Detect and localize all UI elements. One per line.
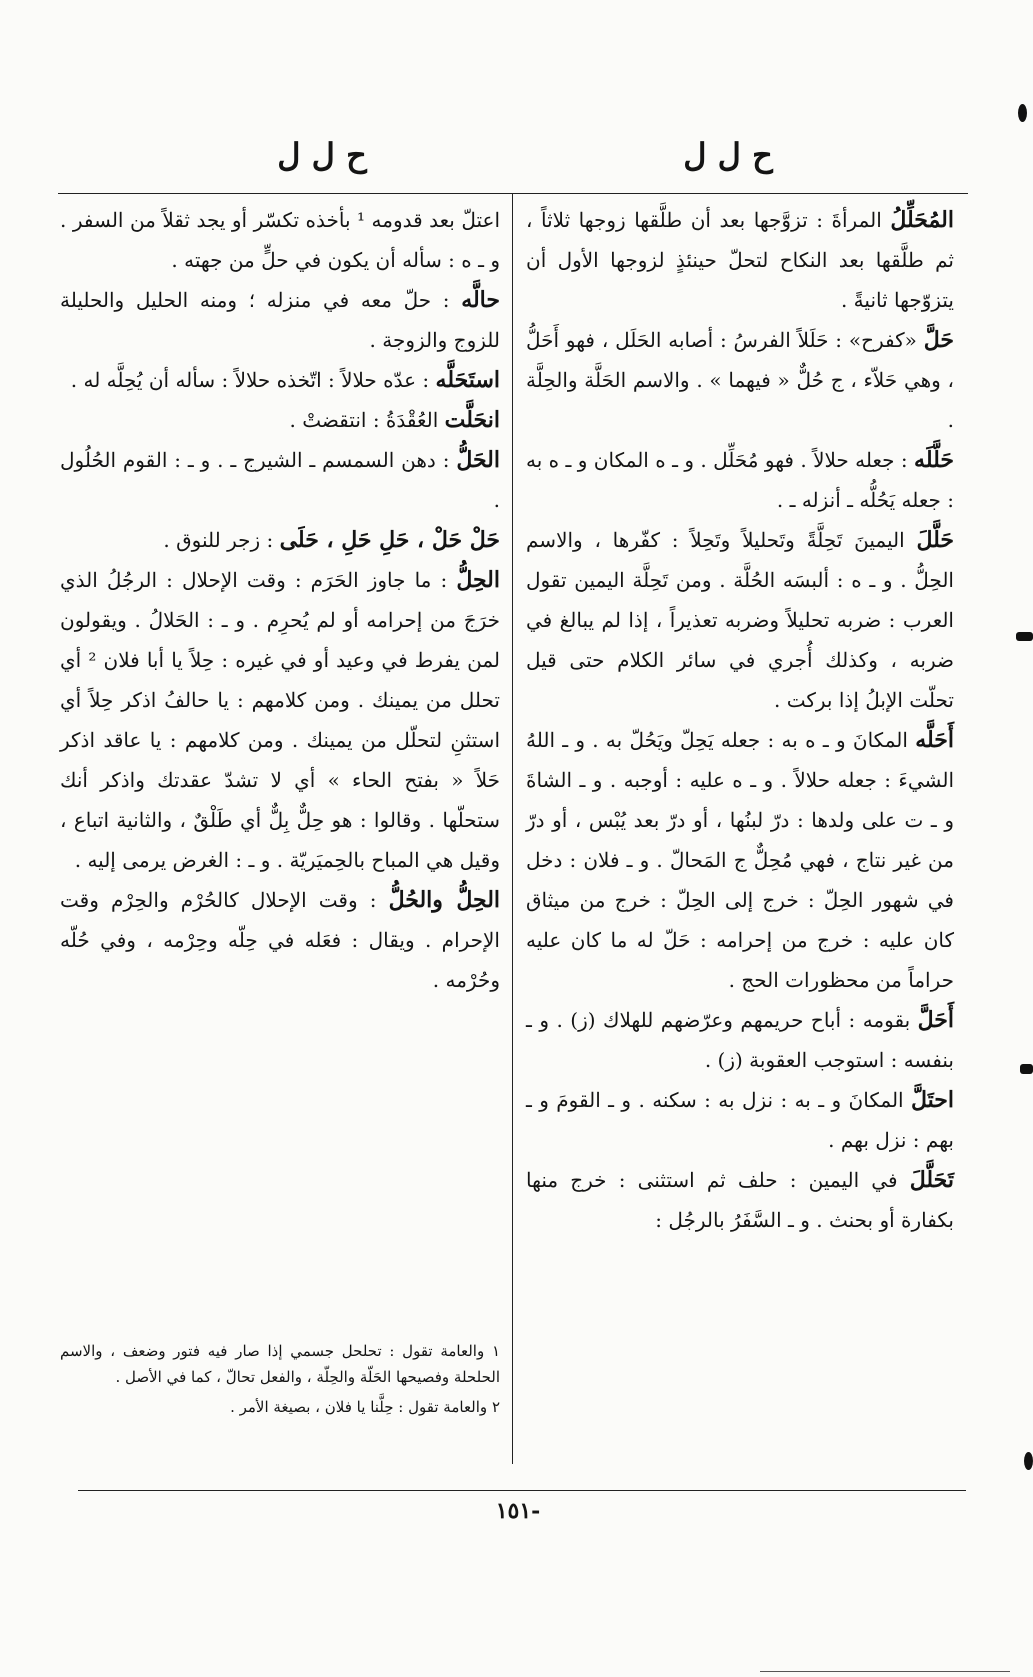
footnote-1: ١ والعامة تقول : تحلحل جسمي إذا صار فيه فتور وضعف ، والاسم الحلحلة وفصيحها الحَلّة والحِلّة ، والفعل تحالّ ، كما في الأصل . [60,1342,500,1386]
dictionary-entry [526,440,954,520]
entry-definition: : جعله حلالاً . فهو مُحَلِّل . و ـ ه المكان و ـ ه به : جعله يَحُلُّه ـ أنزله ـ . [526,448,954,512]
scan-mark [1020,1064,1033,1074]
dictionary-entry [60,280,500,360]
page-number: -١٥١ [495,1498,541,1524]
entry-definition: : عدّه حلالاً : اتّخذه حلالاً : سأله أن يُحِلَّه له . [70,368,436,392]
entry-headword: حَلَّلَ [916,527,954,553]
scan-mark [1018,104,1027,122]
entry-definition: : دهن السمسم ـ الشيرج ـ . و ـ : القوم الحُلُول . [60,448,500,512]
column-divider [512,194,513,1464]
header-rule [58,193,968,194]
entry-definition: «كفرح» : حَلَلاً الفرسُ : أصابه الحَلَل ، فهو أَحَلُّ ، وهي حَلاّء ، ج حُلٌّ « فيهما » . والاسم الحَلَّة والحِلَّة . [526,328,954,432]
entry-headword: أَحَلَّه [915,727,954,753]
dictionary-entry [526,1080,954,1160]
entry-headword: الحَلُّ [456,447,500,473]
entry-definition: المرأةَ : تزوَّجها بعد أن طلَّقها زوجها ثلاثاً ، ثم طلَّقها بعد النكاح لتحلّ حينئذٍ لزوجها الأول أن يتزوّجها ثانيةً . [526,208,954,312]
dictionary-entry [60,880,500,1000]
entry-definition: : ما جاوز الحَرَم : وقت الإحلال : الرجُلُ الذي خرَجَ من إحرامه أو لم يُحرِم . و ـ : الحَلالُ . ويقولون لمن يفرط في وعيد أو في غيره : حِلاً يا أبا فلان ² أي تحلل من يمينك . ومن كلامهم : يا حالفُ اذكر حِلاً أي استثنِ لتحلّل من يمينك . ومن كلامهم : يا عاقد اذكر حَلاً « بفتح الحاء » أي لا تشدّ عقدتك واذكر أنك ستحلّها . وقالوا : هو حِلٌّ بِلٌّ أي طَلْقٌ ، والثانية اتباع ، وقيل هي المباح بالحِميَريّة . و ـ : الغرض يرمى إليه . [60,568,500,872]
dictionary-entry [60,560,500,880]
entry-definition: : وقت الإحلال كالحُرْم والحِرْم وقت الإحرام . ويقال : فعَله في حِلّه وحِرْمه ، وفي حُلّه وحُرْمه . [60,888,500,992]
footnotes [60,1338,500,1424]
dictionary-entry [60,520,500,560]
running-header-left: ح ل ل [277,136,367,174]
left-column [60,200,500,1000]
right-column [526,200,954,1240]
entry-headword: الحِلُّ [456,567,500,593]
dictionary-entry [60,360,500,400]
running-header-right: ح ل ل [683,136,773,174]
entry-definition: بقومه : أباح حريمهم وعرّضهم للهلاك (ز) . و ـ بنفسه : استوجب العقوبة (ز) . [526,1008,954,1072]
entry-headword: احتَلَّ [910,1087,954,1113]
entry-headword: حَلْ حَلْ ، حَلِ حَلِ ، حَلَى [279,527,500,553]
entry-headword: حَلَّ [923,327,954,353]
entry-headword: حَلَّلَه [914,447,954,473]
page-edge-line [760,1671,1010,1672]
entry-definition: العُقْدَةُ : انتقضتْ . [289,408,445,432]
entry-headword: أَحَلَّ [917,1007,954,1033]
dictionary-entry [60,440,500,520]
entry-definition: في اليمين : حلف ثم استثنى : خرج منها بكفارة أو بحنث . و ـ السَّفَرُ بالرجُل : [526,1168,954,1232]
entry-headword: حالَّه [461,287,500,313]
entry-definition: اعتلّ بعد قدومه ¹ بأخذه تكسّر أو يجد ثقلاً من السفر . و ـ ه : سأله أن يكون في حلٍّ من جهته . [60,208,501,272]
dictionary-entry [526,1000,954,1080]
entry-headword: استَحَلَّه [435,367,500,393]
scan-mark [1024,1452,1033,1470]
dictionary-entry [60,200,500,280]
footnote-2: ٢ والعامة تقول : حِلَّنا يا فلان ، بصيغة الأمر . [230,1398,500,1416]
entry-headword: المُحَلِّلُ [890,207,954,233]
dictionary-entry [526,200,954,320]
dictionary-entry [526,720,954,1000]
entry-headword: تَحَلَّلَ [909,1167,954,1193]
entry-definition: اليمينَ تَحِلَّةً وتَحليلاً وتَحِلاً : كفّرها ، والاسم الحِلُّ . و ـ ه : ألبسَه الحُلَّة . ومن تَحِلَّة اليمين تقول العرب : ضربه تحليلاً وضربه تعذيراً ، إذا لم يبالغ في ضربه ، وكذلك أُجري في سائر الكلام حتى قيل تحلّت الإبلُ إذا بركت . [526,528,954,712]
footer-rule [78,1490,966,1491]
entry-headword: الحِلُّ والحُلُّ [388,887,501,913]
entry-definition: المكانَ و ـ به : نزل به : سكنه . و ـ القومَ و ـ بهم : نزل بهم . [526,1088,954,1152]
entry-definition: : حلّ معه في منزله ؛ ومنه الحليل والحليلة للزوج والزوجة . [60,288,500,352]
dictionary-entry [60,400,500,440]
entry-headword: انحَلَّت [444,407,500,433]
dictionary-entry [526,520,954,720]
scan-mark [1016,632,1033,641]
entry-definition: : زجر للنوق . [163,528,280,552]
dictionary-entry [526,320,954,440]
entry-definition: المكانَ و ـ ه به : جعله يَحِلّ ويَحُلّ به . و ـ اللهُ الشيءَ : جعله حلالاً . و ـ ه عليه : أوجبه . و ـ الشاةَ و ـ ت على ولدها : درّ لبنُها ، أو درّ بعد يُبْس ، أو درّ من غير نتاج ، فهي مُحِلٌّ ج المَحالّ . و ـ فلان : دخل في شهور الحِلّ : خرج إلى الحِلّ : خرج من ميثاق كان عليه : خرج من إحرامه : حَلّ له ما كان عليه حراماً من محظورات الحج . [526,728,954,992]
dictionary-entry [526,1160,954,1240]
